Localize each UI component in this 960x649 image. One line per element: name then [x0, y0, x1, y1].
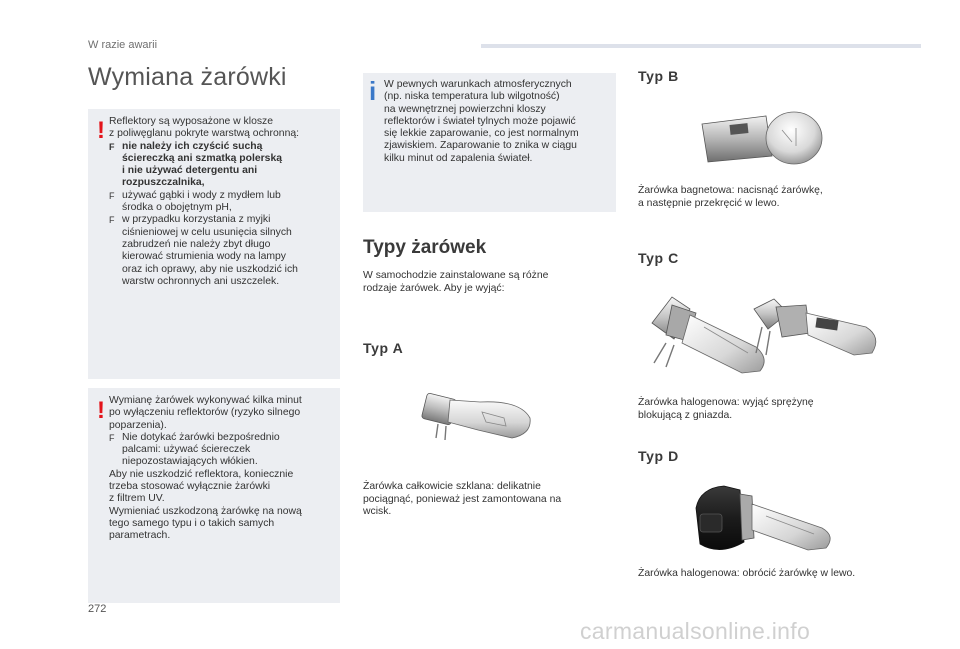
text-line: Wymieniać uszkodzoną żarówkę na nową [109, 505, 302, 517]
text-line: Aby nie uszkodzić reflektora, koniecznie [109, 468, 294, 480]
text-line: z filtrem UV. [109, 493, 165, 505]
type-c-title: Typ C [638, 250, 679, 266]
bullet-item [109, 190, 337, 215]
type-b-description [638, 185, 823, 210]
text-line: ściereczką ani szmatką polerską [122, 152, 282, 164]
bullet-icon: F [109, 141, 115, 152]
type-d-title: Typ D [638, 448, 679, 464]
text-line: Żarówka halogenowa: obrócić żarówkę w lewo. [638, 568, 856, 579]
text-line: Żarówka całkowicie szklana: delikatnie [363, 481, 541, 492]
text-line: warstw ochronnych ani uszczelek. [122, 275, 280, 287]
text-line: Żarówka bagnetowa: nacisnąć żarówkę, [638, 185, 823, 196]
page-title: Wymiana żarówki [88, 63, 287, 91]
text-line: Wymianę żarówek wykonywać kilka minut [109, 395, 302, 406]
bulb-type-b-illustration [696, 102, 828, 172]
info-text [384, 79, 614, 165]
bulb-type-c-illustration [644, 283, 888, 383]
text-line: rodzaje żarówek. Aby je wyjąć: [363, 282, 505, 294]
running-header: W razie awarii [88, 39, 158, 51]
text-line: blokującą z gniazda. [638, 409, 733, 421]
text-line: W pewnych warunkach atmosferycznych [384, 79, 572, 90]
warning-text [109, 116, 337, 288]
type-a-title: Typ A [363, 340, 404, 356]
text-line: Nie dotykać żarówki bezpośrednio [122, 431, 280, 443]
type-a-description [363, 481, 561, 519]
bullet-icon: F [109, 432, 115, 443]
text-line: reflektorów i świateł tylnych może pojawić [384, 115, 576, 127]
warning-icon: ! [97, 397, 105, 424]
type-c-description [638, 397, 814, 422]
text-line: na wewnętrznej powierzchni kloszy [384, 103, 546, 115]
bulb-type-d-illustration [690, 478, 840, 560]
bullet-icon: F [109, 190, 115, 201]
warning-box-polycarbonate [88, 109, 340, 379]
warning-text [109, 395, 337, 543]
bullet-item [109, 432, 337, 469]
text-line: zjawiskiem. Zaparowanie to znika w ciągu [384, 140, 577, 152]
bullet-icon: F [109, 215, 115, 226]
info-icon: i [369, 76, 377, 106]
text-line: kilku minut od zapalenia świateł. [384, 152, 533, 164]
text-line: środka o obojętnym pH, [122, 202, 232, 214]
text-line: oraz ich oprawy, aby nie uszkodzić ich [122, 263, 298, 275]
text-line: poparzenia). [109, 419, 167, 431]
text-line: a następnie przekręcić w lewo. [638, 197, 780, 209]
text-line: rozpuszczalnika, [122, 177, 205, 189]
types-intro [363, 270, 548, 295]
warning-icon: ! [97, 117, 105, 144]
text-line: z poliwęglanu pokryte warstwą ochronną: [109, 128, 300, 140]
info-box-condensation [363, 73, 616, 212]
text-line: i nie używać detergentu ani [122, 165, 258, 177]
text-line: (np. niska temperatura lub wilgotność) [384, 91, 560, 103]
text-line: używać gąbki i wody z mydłem lub [122, 189, 281, 201]
bulb-type-a-illustration [420, 382, 540, 448]
section-title-bulb-types: Typy żarówek [363, 237, 487, 258]
text-line: palcami: używać ściereczek [122, 444, 251, 456]
text-line: Reflektory są wyposażone w klosze [109, 116, 274, 127]
bullet-item [109, 214, 337, 288]
text-line: nie należy ich czyścić suchą [122, 140, 263, 152]
text-line: zabrudzeń nie należy zbyt długo [122, 238, 271, 250]
page-number: 272 [88, 603, 107, 615]
text-line: tego samego typu i o takich samych [109, 517, 275, 529]
watermark: carmanualsonline.info [580, 618, 811, 644]
text-line: Żarówka halogenowa: wyjąć sprężynę [638, 397, 814, 408]
text-line: kierować strumienia wody na lampy [122, 251, 287, 263]
text-line: W samochodzie zainstalowane są różne [363, 270, 549, 281]
header-rule [481, 44, 921, 48]
text-line: trzeba stosować wyłącznie żarówki [109, 481, 271, 493]
bullet-item [109, 141, 337, 190]
text-line: wcisk. [363, 506, 392, 518]
text-line: ciśnieniowej w celu usunięcia silnych [122, 226, 292, 238]
text-line: niepozostawiających włókien. [122, 456, 258, 468]
text-line: w przypadku korzystania z myjki [122, 214, 271, 226]
text-line: się lekkie zaparowanie, co jest normalnym [384, 128, 579, 140]
warning-box-replacement [88, 388, 340, 603]
text-line: pociągnąć, ponieważ jest zamontowana na [363, 493, 562, 505]
type-b-title: Typ B [638, 68, 679, 84]
text-line: parametrach. [109, 530, 171, 542]
text-line: po wyłączeniu reflektorów (ryzyko silnego [109, 407, 301, 419]
type-d-description [638, 568, 855, 581]
